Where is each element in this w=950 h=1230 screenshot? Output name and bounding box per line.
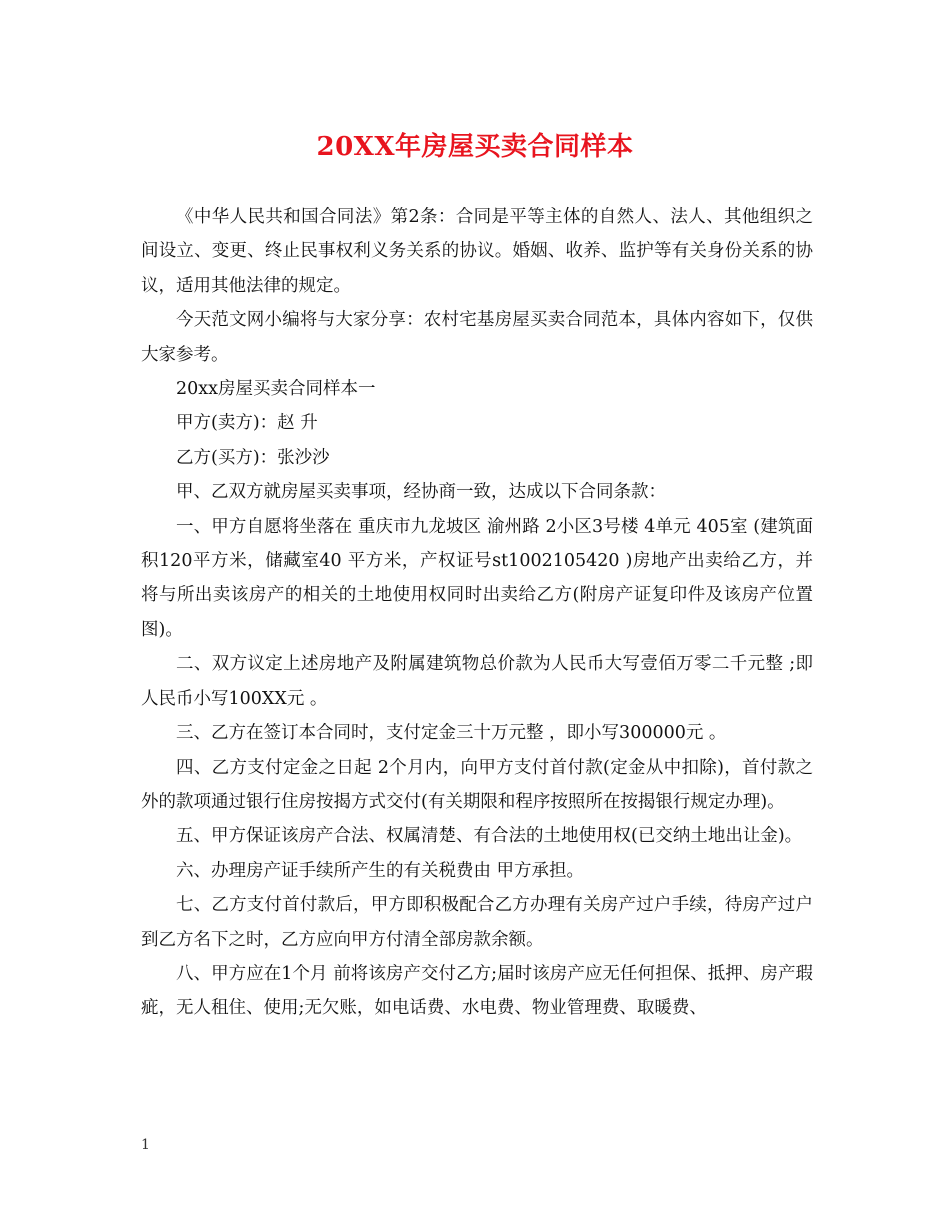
clause-six: 六、办理房产证手续所产生的有关税费由 甲方承担。: [176, 860, 585, 881]
clause-five: 五、甲方保证该房产合法、权属清楚、有合法的土地使用权(已交纳土地出让金)。: [176, 826, 803, 847]
clause-eight: 八、甲方应在1个月 前将该房产交付乙方;届时该房产应无任何担保、抵押、房产瑕疵，无人租住、使用;无欠账，如电话费、水电费、物业管理费、取暖费、: [141, 963, 813, 1019]
paragraph-party-b: 乙方(买方)：张沙沙: [176, 447, 330, 468]
clause-seven: 七、乙方支付首付款后，甲方即积极配合乙方办理有关房产过户手续，待房产过户到乙方名下之时，乙方应向甲方付清全部房款余额。: [141, 895, 813, 950]
document-title: 20XX年房屋买卖合同样本: [316, 132, 634, 162]
clause-one: 一、甲方自愿将坐落在 重庆市九龙坡区 渝州路 2小区3号楼 4单元 405室 (建筑面积120平方米，储藏室40 平方米，产权证号st1002105420 )房地产出卖给乙方，并将与所出卖该房产的相关的土地使用权同时出卖给乙方(附房产证复印件及该房产位置图)。: [141, 516, 813, 640]
paragraph-party-a: 甲方(卖方)：赵 升: [176, 413, 318, 434]
paragraph-sample-heading: 20xx房屋买卖合同样本一: [176, 379, 376, 400]
clause-three: 三、乙方在签订本合同时，支付定金三十万元整 ，即小写300000元 。: [176, 723, 727, 744]
paragraph-contract-law-intro: 《中华人民共和国合同法》第2条：合同是平等主体的自然人、法人、其他组织之间设立、变更、终止民事权利义务关系的协议。婚姻、收养、监护等有关身份关系的协议，适用其他法律的规定。: [141, 207, 813, 296]
paragraph-editor-share: 今天范文网小编将与大家分享：农村宅基房屋买卖合同范本，具体内容如下，仅供大家参考。: [141, 310, 813, 365]
document-body: [141, 200, 813, 1026]
page-number: 1: [141, 1137, 150, 1153]
clause-four: 四、乙方支付定金之日起 2个月内，向甲方支付首付款(定金从中扣除)，首付款之外的款项通过银行住房按揭方式交付(有关期限和程序按照所在按揭银行规定办理)。: [141, 757, 813, 812]
paragraph-agreement-intro: 甲、乙双方就房屋买卖事项，经协商一致，达成以下合同条款：: [176, 482, 666, 503]
clause-two: 二、双方议定上述房地产及附属建筑物总价款为人民币大写壹佰万零二千元整 ;即人民币小写100XX元 。: [141, 654, 813, 709]
